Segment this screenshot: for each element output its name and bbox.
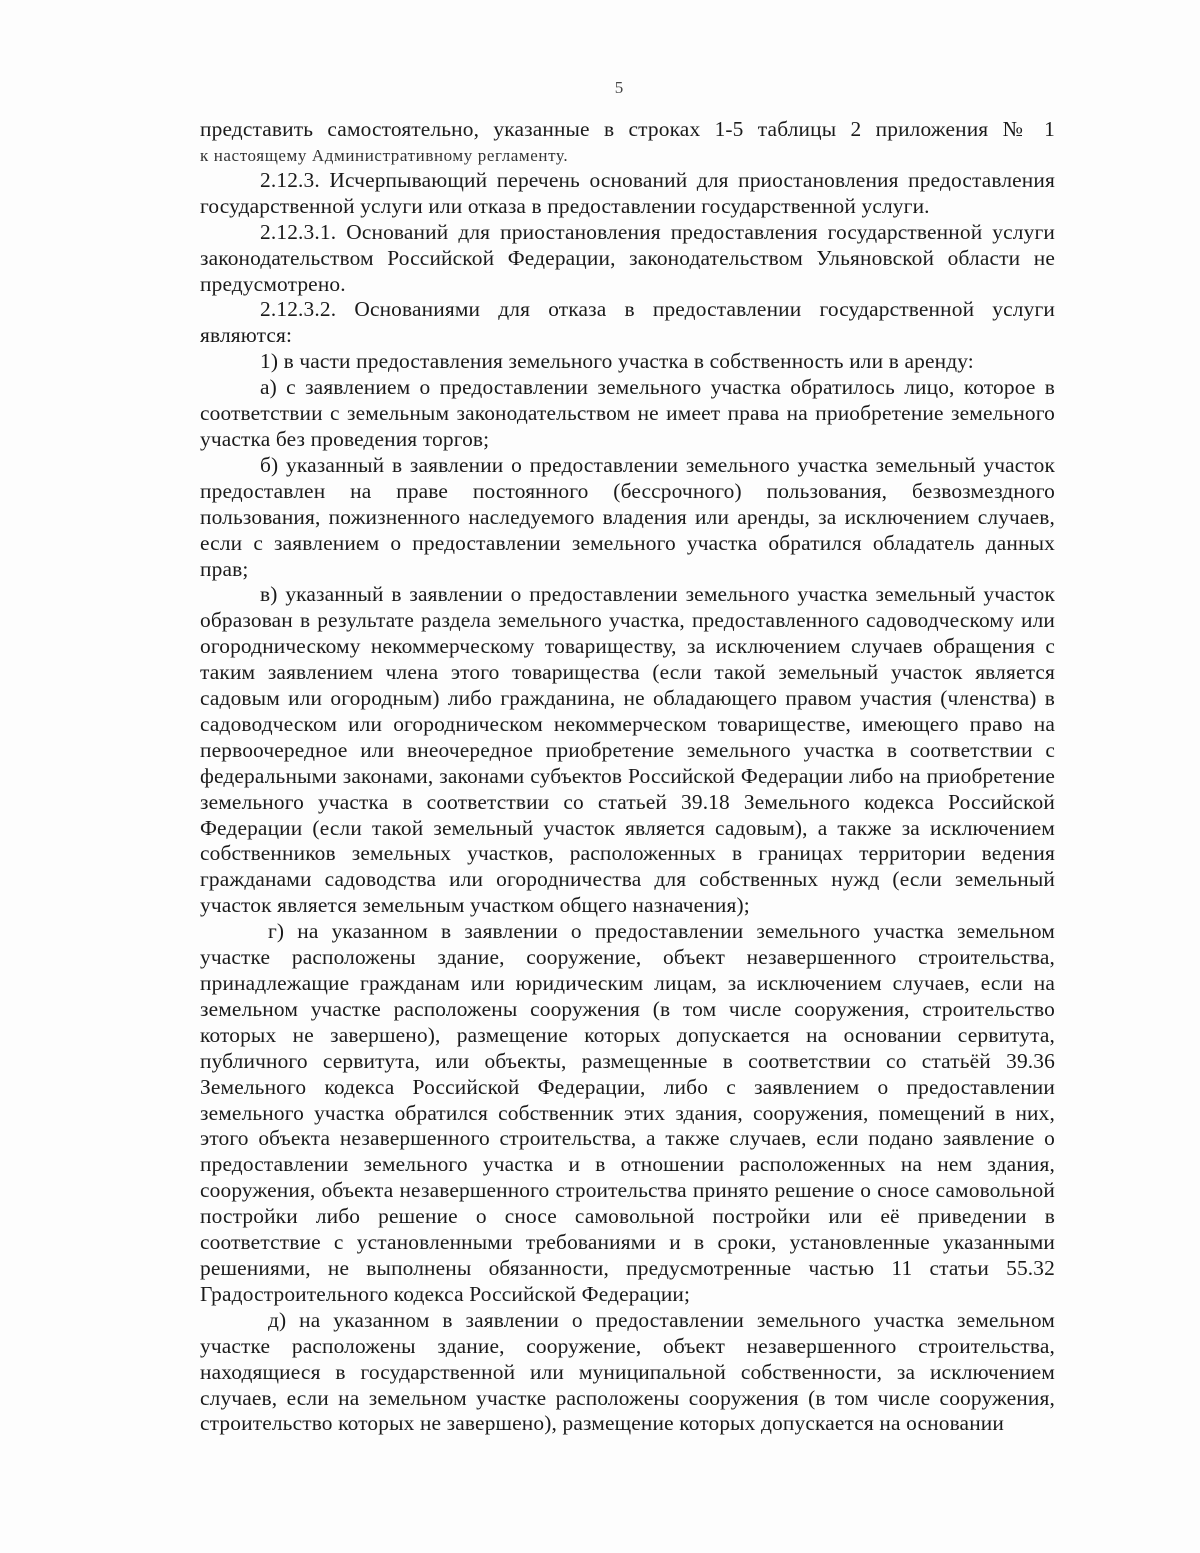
list-item-g: г) на указанном в заявлении о предоставлении земельного участка земельном участке расположены здание, сооружение, объект незавершенного строительства, принадлежащие гражданам или юридическим лицам, за исключением случаев, если на земельном участке расположены сооружения (в том числе сооружения, строительство которых не завершено), размещение которых допускается на основании сервитута, публичного сервитута, или объекты, размещенные в соответствии со статьёй 39.36 Земельного кодекса Российской Федерации, либо с заявлением о предоставлении земельного участка обратился собственник этих здания, сооружения, помещений в них, этого объекта незавершенного строительства, а также случаев, если подано заявление о предоставлении земельного участка и в отношении расположенных на нем здания, сооружения, объекта незавершенного строительства принято решение о сносе самовольной постройки либо решение о сносе самовольной постройки или её приведении в соответствие с установленными требованиями и в сроки, установленные указанными решениями, не выполнены обязанности, предусмотренные частью 11 статьи 55.32 Градостроительного кодекса Российской Федерации; (200, 919, 1055, 1306)
paragraph-2-12-3-2: 2.12.3.2. Основаниями для отказа в предоставлении государственной услуги являются: (200, 297, 1055, 348)
list-item-b: б) указанный в заявлении о предоставлении земельного участка земельный участок предоставлен на праве постоянного (бессрочного) пользования, безвозмездного пользования, пожизненного наследуемого владения или аренды, за исключением случаев, если с заявлением о предоставлении земельного участка обратился обладатель данных прав; (200, 452, 1055, 581)
document-body (200, 117, 1055, 1437)
list-item-d: д) на указанном в заявлении о предоставлении земельного участка земельном участке расположены здание, сооружение, объект незавершенного строительства, находящиеся в государственной или муниципальной собственности, за исключением случаев, если на земельном участке расположены сооружения (в том числе сооружения, строительство которых не завершено), размещение которых допускается на основании (200, 1307, 1055, 1436)
paragraph-continuation: представить самостоятельно, указанные в строках 1-5 таблицы 2 приложения № 1 (200, 117, 1055, 141)
list-item-a: а) с заявлением о предоставлении земельного участка обратилось лицо, которое в соответствии с земельным законодательством не имеет права на приобретение земельного участка без проведения торгов; (200, 375, 1055, 451)
paragraph-2-12-3: 2.12.3. Исчерпывающий перечень оснований для приостановления предоставления государственной услуги или отказа в предоставлении государственной услуги. (200, 167, 1055, 218)
list-item-1: 1) в части предоставления земельного участка в собственность или в аренду: (260, 349, 974, 374)
page-number: 5 (614, 78, 624, 97)
list-item-v: в) указанный в заявлении о предоставлении земельного участка земельный участок образован в результате раздела земельного участка, предоставленного садоводческому или огородническому некоммерческому товариществу, за исключением случаев обращения с таким заявлением члена этого товарищества (если такой земельный участок является садовым или огородным) либо гражданина, не обладающего правом участия (членства) в садоводческом или огородническом некоммерческом товариществе, имеющего право на первоочередное или внеочередное приобретение земельного участка в соответствии с федеральными законами, законами субъектов Российской Федерации либо на приобретение земельного участка в соответствии со статьей 39.18 Земельного кодекса Российской Федерации (если такой земельный участок является садовым), а также за исключением собственников земельных участков, расположенных в границах территории ведения гражданами садоводства или огородничества для собственных нужд (если земельный участок является земельным участком общего назначения); (200, 582, 1055, 918)
paragraph-2-12-3-1: 2.12.3.1. Оснований для приостановления предоставления государственной услуги законодательством Российской Федерации, законодательством Ульяновской области не предусмотрено. (200, 219, 1055, 296)
paragraph-continuation-end: к настоящему Административному регламенту. (200, 145, 569, 165)
